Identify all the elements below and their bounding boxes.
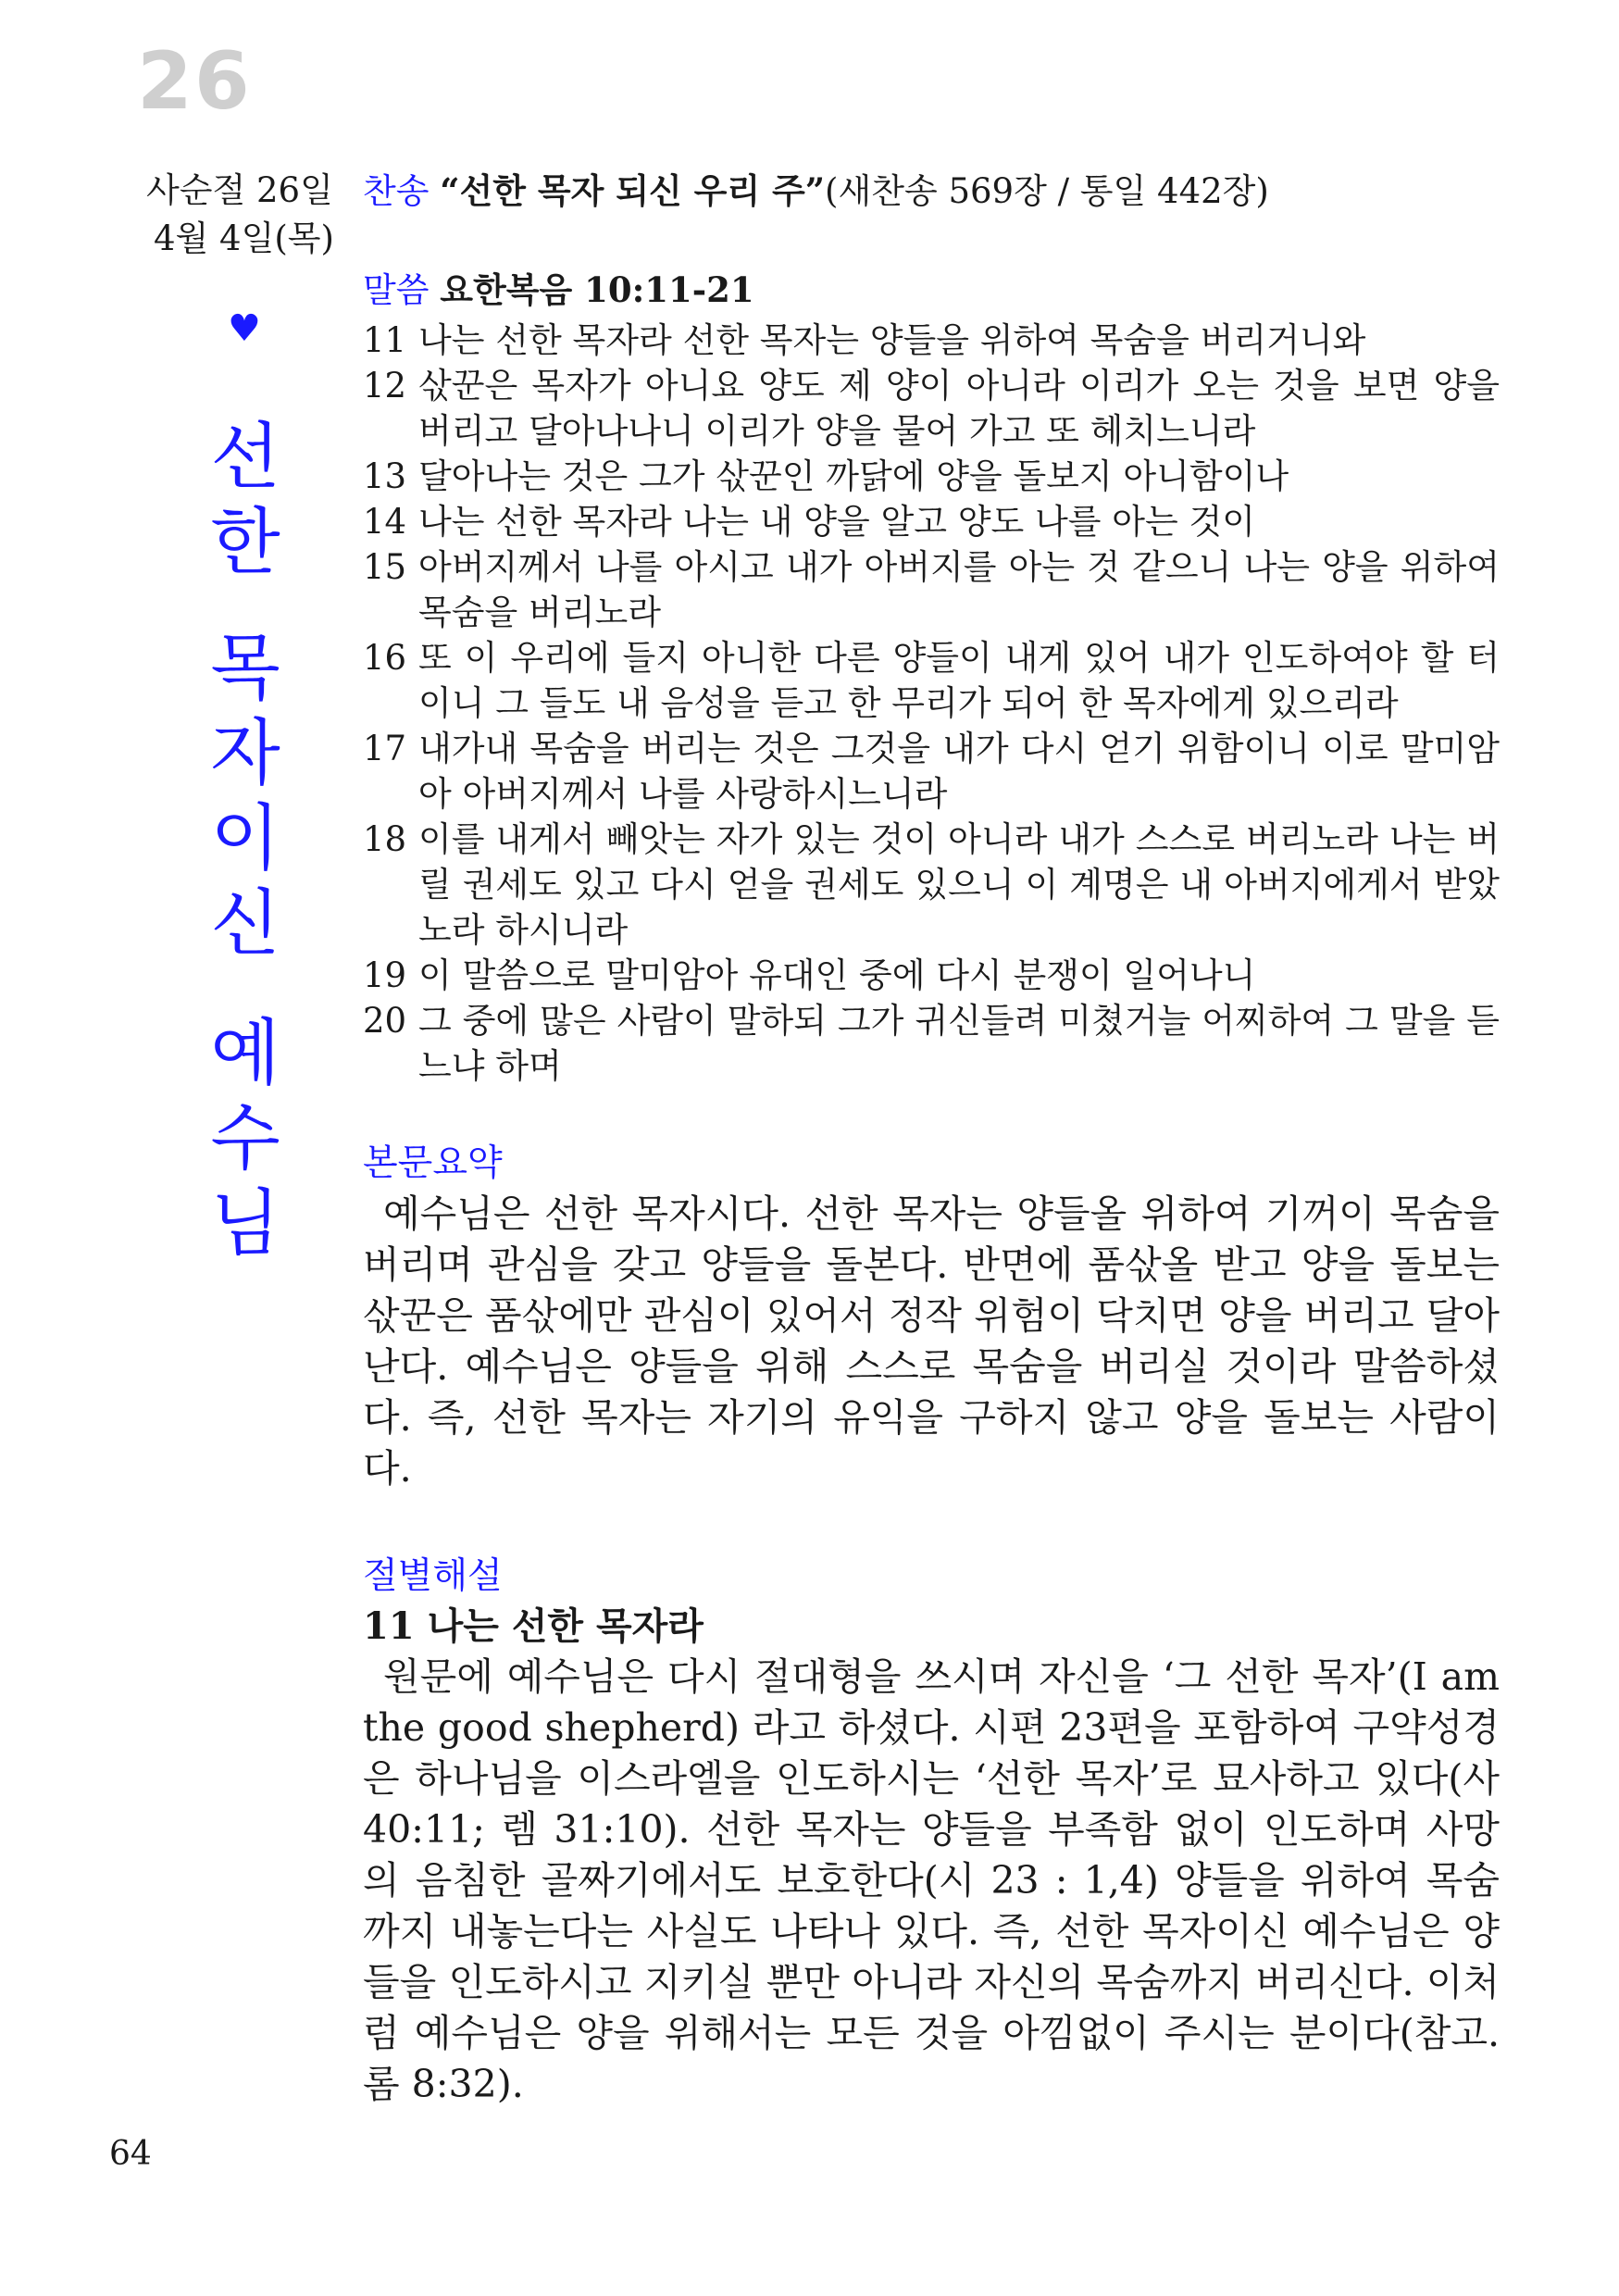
verse-text: 달아나는 것은 그가 삯꾼인 까닭에 양을 돌보지 아니함이나 [418,456,1289,496]
verse-number: 20 [363,1001,407,1041]
verse-number: 16 [363,638,407,678]
side-title-char: 자 [210,712,280,795]
verse-list [363,318,1500,1089]
summary-text: 예수님은 선한 목자시다. 선한 목자는 양들올 위하여 기꺼이 목숨을 버리며 관심을 갖고 양들을 돌본다. 반면에 품삯올 받고 양을 돌보는 삯꾼은 품삯에만 관심이 있어서 정작 위험이 닥치면 양을 버리고 달아난다. 예수님은 양들을 위해 스스로 목숨을 버리실 것이라 말씀하셨다. 즉, 선한 목자는 자기의 유익을 구하지 않고 양을 돌보는 사람이다. [363,1192,1500,1491]
side-title-char: 신 [210,882,280,966]
verse-text: 또 이 우리에 들지 아니한 다른 양들이 내게 있어 내가 인도하여야 할 터이니 그 들도 내 음성을 듣고 한 무리가 되어 한 목자에게 있으리라 [418,638,1500,723]
verse-row [363,817,1500,953]
side-title-char: 선 [210,416,280,499]
hymn-title: “선한 목자 되신 우리 주” [440,170,826,211]
verse-row [363,318,1500,363]
verse-text: 나는 선한 목자라 나는 내 양을 알고 양도 나를 아는 것이 [418,502,1255,542]
verse-number: 17 [363,729,407,768]
hymn-line [363,167,1269,216]
side-title-char: 예 [210,1012,280,1095]
verse-number: 14 [363,502,407,542]
verse-row [363,499,1500,544]
verse-number: 18 [363,819,407,859]
verse-number: 19 [363,955,407,995]
passage-reference: 요한복음 10:11-21 [440,269,754,310]
explanation-heading: 절별해설 [363,1555,503,1597]
verse-text: 나는 선한 목자라 선한 목자는 양들을 위하여 목숨을 버리거니와 [418,320,1366,360]
verse-row [363,454,1500,499]
side-title-group-1 [176,415,315,585]
side-title-char: 님 [210,1182,280,1266]
verse-row [363,363,1500,454]
day-number: 26 [137,35,252,128]
verse-text: 내가내 목숨을 버리는 것은 그것을 내가 다시 얻기 위함이니 이로 말미암아 아버지께서 나를 사랑하시느니라 [418,729,1500,814]
verse-text: 아버지께서 나를 아시고 내가 아버지를 아는 것 같으니 나는 양을 위하여 목숨을 버리노라 [418,547,1500,632]
verse-row [363,726,1500,817]
side-title-char: 한 [210,501,280,584]
explanation-text: 원문에 예수님은 다시 절대형을 쓰시며 자신을 ‘그 선한 목자’(I am the good shepherd) 라고 하셨다. 시편 23편을 포함하여 구약성경은 하나님을 이스라엘을 인도하시는 ‘선한 목자’로 묘사하고 있다(사 40:11; 렘 31:10). 선한 목자는 양들을 부족함 없이 인도하며 사망의 음침한 골짜기에서도 보호한다(시 23 : 1,4) 양들을 위하여 목숨까지 내놓는다는 사실도 나타나 있다. 즉, 선한 목자이신 예수님은 양들을 인도하시고 지키실 뿐만 아니라 자신의 목숨까지 버리신다. 이처럼 예수님은 양을 위해서는 모든 것을 아낌없이 주시는 분이다(참고. 롬 8:32). [363,1654,1500,2106]
side-title-char: 목 [210,627,280,710]
verse-number: 15 [363,547,407,587]
date-day: 4월 4일(목) [154,218,334,258]
hymn-label: 찬송 [363,171,430,211]
side-title-char: 이 [210,797,280,880]
verse-number: 12 [363,366,407,406]
hymn-info: (새찬송 569장 / 통일 442장) [825,171,1269,211]
main-content [363,267,1500,2110]
verse-row [363,998,1500,1089]
verse-number: 11 [363,320,407,360]
verse-number: 13 [363,456,407,496]
side-title-group-2 [176,626,315,967]
verse-row [363,953,1500,998]
date-season: 사순절 26일 [146,170,333,210]
side-title-group-3 [176,1011,315,1267]
verse-row [363,544,1500,635]
heart-icon: ♥ [228,307,261,350]
summary-heading: 본문요약 [363,1142,503,1184]
passage-label: 말씀 [363,270,430,310]
verse-text: 그 중에 많은 사람이 말하되 그가 귀신들려 미쳤거늘 어찌하여 그 말을 듣느냐 하며 [418,1001,1500,1086]
page-number: 64 [109,2135,152,2173]
verse-text: 삯꾼은 목자가 아니요 양도 제 양이 아니라 이리가 오는 것을 보면 양을 버리고 달아나나니 이리가 양을 물어 가고 또 헤치느니라 [418,366,1500,451]
explanation-subheading: 11 나는 선한 목자라 [363,1604,704,1648]
passage-heading [363,267,1500,314]
date-block [146,167,334,263]
side-title-char: 수 [210,1097,280,1180]
verse-text: 이 말씀으로 말미암아 유대인 중에 다시 분쟁이 일어나니 [418,955,1256,995]
verse-text: 이를 내게서 빼앗는 자가 있는 것이 아니라 내가 스스로 버리노라 나는 버릴 권세도 있고 다시 얻을 권세도 있으니 이 계명은 내 아버지에게서 받았노라 하시니라 [418,819,1500,950]
verse-row [363,635,1500,726]
